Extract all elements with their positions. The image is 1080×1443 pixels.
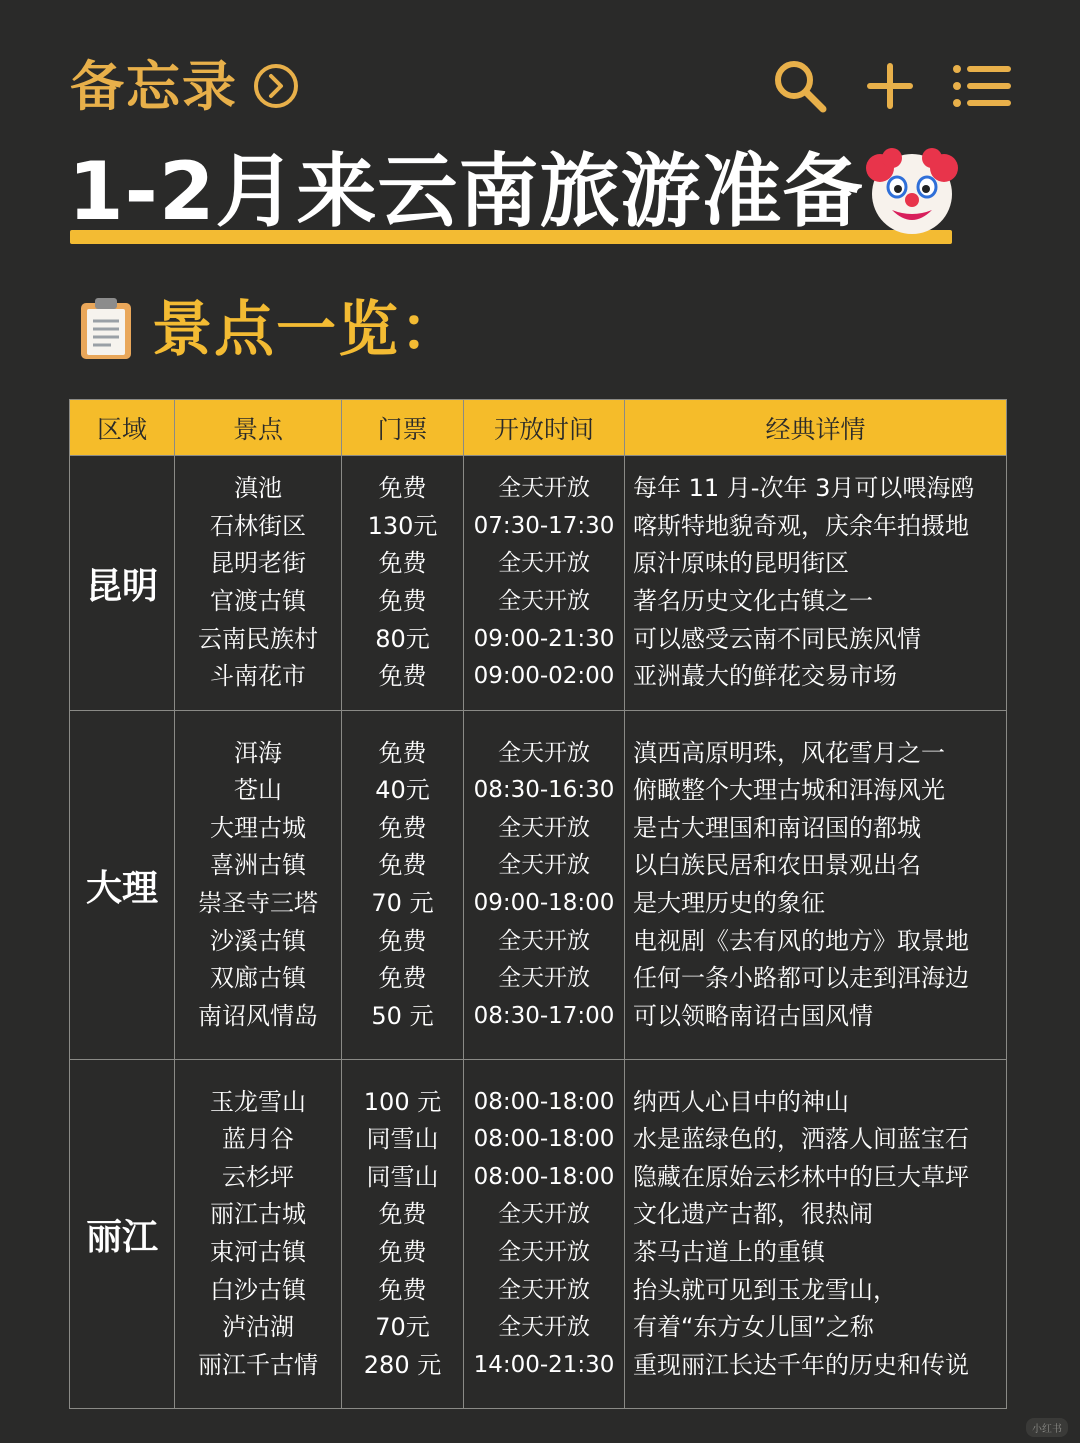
- opening-hours: 全天开放: [498, 852, 590, 879]
- spot-name: 束河古镇: [210, 1238, 306, 1266]
- opening-hours: 08:00-18:00: [473, 1163, 615, 1190]
- opening-hours: 全天开放: [498, 1239, 590, 1265]
- header-details: 经典详情: [625, 400, 1007, 456]
- spot-detail: 滇西高原明珠，风花雪月之一: [633, 738, 945, 767]
- opening-hours: 全天开放: [498, 550, 590, 577]
- opening-hours: 07:30-17:30: [473, 512, 615, 539]
- list-menu-icon[interactable]: [952, 64, 1012, 108]
- details-cell: [625, 1060, 1007, 1409]
- ticket-price: 免费: [378, 1200, 427, 1229]
- opening-hours: 全天开放: [498, 1314, 590, 1341]
- spots-cell: [175, 456, 342, 711]
- attractions-table: [69, 399, 1007, 1409]
- spot-name: 大理古城: [210, 813, 306, 842]
- ticket-price: 免费: [378, 851, 427, 880]
- table-header-row: [70, 400, 1007, 456]
- spot-detail: 文化遗产古都，很热闹: [633, 1200, 873, 1229]
- opening-hours: 08:00-18:00: [473, 1126, 615, 1153]
- plus-icon[interactable]: [866, 62, 914, 110]
- ticket-price: 免费: [378, 813, 427, 842]
- opening-hours: 14:00-21:30: [473, 1351, 615, 1378]
- ticket-price: 280 元: [363, 1350, 442, 1379]
- region-cell: 昆明: [70, 456, 175, 711]
- opening-hours: 09:00-02:00: [473, 663, 615, 690]
- spot-name: 南诏风情岛: [198, 1001, 318, 1030]
- spot-name: 泸沽湖: [222, 1313, 294, 1342]
- spot-detail: 每年 11 月-次年 3月可以喂海鸥: [633, 474, 975, 503]
- spot-name: 斗南花市: [210, 662, 306, 691]
- section-heading: 景点一览：: [152, 295, 462, 365]
- opening-hours: 全天开放: [498, 1276, 590, 1303]
- spot-name: 白沙古镇: [210, 1275, 306, 1304]
- spot-name: 崇圣寺三塔: [198, 889, 318, 917]
- table-row: [70, 1060, 1007, 1409]
- region-cell: 大理: [70, 711, 175, 1060]
- spot-detail: 以白族民居和农田景观出名: [633, 851, 921, 880]
- spot-name: 丽江千古情: [198, 1350, 318, 1379]
- spot-detail: 抬头就可见到玉龙雪山，: [633, 1275, 897, 1304]
- header-ticket: 门票: [342, 400, 464, 456]
- spot-detail: 任何一条小路都可以走到洱海边: [633, 964, 969, 993]
- ticket-price: 免费: [378, 474, 427, 503]
- ticket-price: 免费: [378, 738, 427, 767]
- region-cell: 丽江: [70, 1060, 175, 1409]
- ticket-price: 40元: [375, 776, 430, 805]
- opening-hours: 全天开放: [498, 1201, 590, 1228]
- clipboard-icon: [78, 295, 134, 361]
- clown-face-icon: [862, 142, 962, 238]
- ticket-price: 免费: [378, 662, 427, 691]
- spot-name: 云南民族村: [198, 624, 318, 653]
- spots-cell: [175, 1060, 342, 1409]
- opening-hours: 全天开放: [498, 739, 590, 766]
- opening-hours: 08:30-16:30: [473, 777, 615, 804]
- spot-detail: 俯瞰整个大理古城和洱海风光: [633, 776, 945, 805]
- spot-name: 玉龙雪山: [210, 1087, 306, 1116]
- table-row: [70, 711, 1007, 1060]
- header-hours: 开放时间: [464, 400, 625, 456]
- opening-hours: 09:00-21:30: [473, 625, 615, 652]
- ticket-price: 80元: [375, 624, 430, 653]
- details-cell: [625, 456, 1007, 711]
- tickets-cell: [342, 1060, 464, 1409]
- spot-name: 昆明老街: [210, 549, 306, 578]
- spot-name: 丽江古城: [210, 1200, 306, 1229]
- hours-cell: [464, 1060, 625, 1409]
- spot-name: 沙溪古镇: [210, 926, 306, 955]
- ticket-price: 70 元: [371, 889, 434, 917]
- opening-hours: 全天开放: [498, 588, 590, 614]
- header-spot: 景点: [175, 400, 342, 456]
- spot-name: 云杉坪: [222, 1162, 294, 1191]
- spot-detail: 是古大理国和南诏国的都城: [633, 813, 921, 842]
- opening-hours: 08:30-17:00: [473, 1002, 615, 1029]
- spot-detail: 重现丽江长达千年的历史和传说: [633, 1350, 969, 1379]
- spot-name: 石林街区: [210, 511, 306, 540]
- opening-hours: 全天开放: [498, 927, 590, 954]
- spot-detail: 亚洲蕞大的鲜花交易市场: [633, 662, 897, 691]
- tickets-cell: [342, 456, 464, 711]
- ticket-price: 70元: [375, 1313, 430, 1342]
- spot-detail: 是大理历史的象征: [633, 889, 825, 917]
- spot-name: 双廊古镇: [210, 964, 306, 993]
- spot-detail: 可以感受云南不同民族风情: [633, 624, 921, 653]
- ticket-price: 免费: [378, 1275, 427, 1304]
- spot-detail: 水是蓝绿色的，洒落人间蓝宝石: [633, 1125, 969, 1154]
- tickets-cell: [342, 711, 464, 1060]
- opening-hours: 08:00-18:00: [473, 1088, 615, 1115]
- ticket-price: 免费: [378, 964, 427, 993]
- ticket-price: 同雪山: [366, 1162, 439, 1191]
- spot-name: 洱海: [234, 738, 282, 767]
- spot-detail: 喀斯特地貌奇观，庆余年拍摄地: [633, 511, 969, 540]
- search-icon[interactable]: [772, 58, 828, 114]
- ticket-price: 同雪山: [366, 1125, 439, 1154]
- ticket-price: 免费: [378, 587, 427, 615]
- spot-name: 喜洲古镇: [210, 851, 306, 880]
- ticket-price: 免费: [378, 1238, 427, 1266]
- opening-hours: 09:00-18:00: [473, 890, 615, 916]
- spots-cell: [175, 711, 342, 1060]
- top-bar: [0, 0, 1080, 130]
- spot-detail: 可以领略南诏古国风情: [633, 1001, 873, 1030]
- ticket-price: 50 元: [371, 1001, 434, 1030]
- note-title[interactable]: 1-2月来云南旅游准备: [68, 145, 864, 238]
- header-region: 区域: [70, 400, 175, 456]
- spot-detail: 茶马古道上的重镇: [633, 1238, 825, 1266]
- opening-hours: 全天开放: [498, 965, 590, 992]
- ticket-price: 免费: [378, 926, 427, 955]
- chevron-circle-right-icon[interactable]: [252, 62, 300, 110]
- details-cell: [625, 711, 1007, 1060]
- spot-name: 苍山: [234, 776, 282, 805]
- spot-detail: 纳西人心目中的神山: [633, 1087, 849, 1116]
- hours-cell: [464, 711, 625, 1060]
- opening-hours: 全天开放: [498, 814, 590, 841]
- spot-detail: 电视剧《去有风的地方》取景地: [633, 926, 969, 955]
- spot-name: 蓝月谷: [222, 1125, 294, 1154]
- opening-hours: 全天开放: [498, 475, 590, 502]
- spot-detail: 著名历史文化古镇之一: [633, 587, 873, 615]
- ticket-price: 100 元: [363, 1087, 442, 1116]
- spot-name: 滇池: [234, 474, 282, 503]
- watermark: 小红书: [1026, 1418, 1068, 1437]
- ticket-price: 免费: [378, 549, 427, 578]
- spot-detail: 隐藏在原始云杉林中的巨大草坪: [633, 1162, 969, 1191]
- app-title[interactable]: 备忘录: [70, 55, 238, 118]
- spot-detail: 原汁原味的昆明街区: [633, 549, 849, 578]
- spot-detail: 有着“东方女儿国”之称: [633, 1313, 874, 1342]
- table-row: [70, 456, 1007, 711]
- hours-cell: [464, 456, 625, 711]
- spot-name: 官渡古镇: [210, 587, 306, 615]
- ticket-price: 130元: [367, 511, 438, 540]
